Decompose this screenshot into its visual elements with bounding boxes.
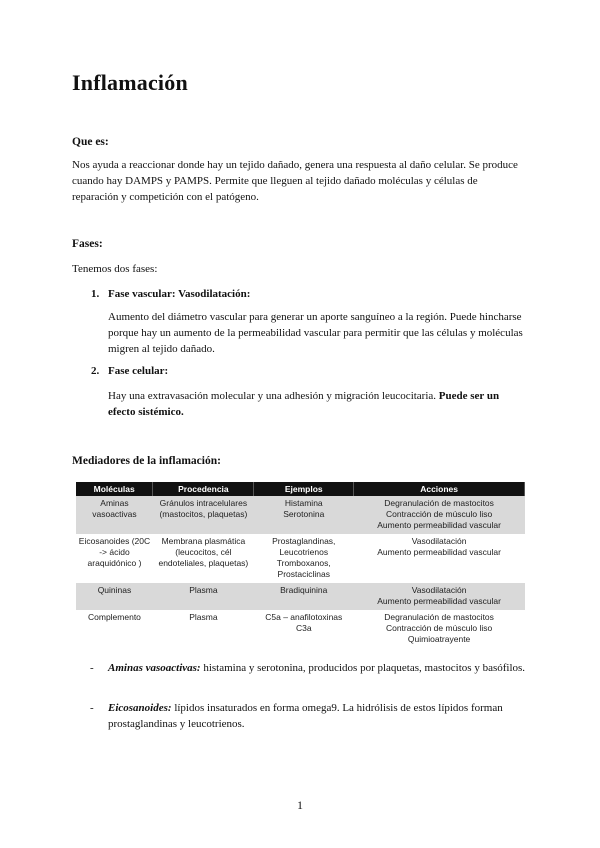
bullet-term: Eicosanoides: — [108, 702, 172, 714]
fase-1-number: 1. — [91, 288, 100, 300]
table-row — [76, 583, 525, 610]
bullet-aminas — [108, 660, 528, 676]
table-row — [76, 534, 525, 583]
table-cell: Vasodilatación Aumento permeabilidad vascular — [354, 534, 525, 583]
table-header-cell: Acciones — [354, 482, 525, 496]
que-es-paragraph: Nos ayuda a reaccionar donde hay un tejido dañado, genera una respuesta al daño celular. Se produce cuando hay DAMPS y PAMPS. Permite que lleguen al tejido dañado moléculas y células de reparación y competición con el patógeno. — [72, 159, 518, 203]
table-header-row — [76, 482, 525, 496]
table-row — [76, 496, 525, 534]
fase-2-title: Fase celular: — [108, 365, 169, 377]
table-cell: Aminas vasoactivas — [76, 496, 153, 534]
fase-2-text-plain: Hay una extravasación molecular y una adhesión y migración leucocitaria. — [108, 390, 439, 402]
mediadores-heading: Mediadores de la inflamación: — [72, 455, 221, 467]
bullet-dash: - — [90, 702, 94, 714]
que-es-heading: Que es: — [72, 136, 109, 148]
table-header-cell: Moléculas — [76, 482, 153, 496]
fase-1-text: Aumento del diámetro vascular para generar un aporte sanguíneo a la región. Puede hincharse porque hay un aumento de la permeabilidad vascular para permitir que las células y moléculas migren al tejido dañado. — [108, 311, 523, 355]
table-header-cell: Procedencia — [153, 482, 254, 496]
fase-2-text — [108, 388, 528, 420]
table-cell: Membrana plasmática (leucocitos, cél endoteliales, plaquetas) — [153, 534, 254, 583]
table-cell: Complemento — [76, 610, 153, 648]
table-cell: C5a – anafilotoxinas C3a — [254, 610, 354, 648]
fases-intro: Tenemos dos fases: — [72, 263, 158, 275]
table-cell: Quininas — [76, 583, 153, 610]
bullet-term: Aminas vasoactivas: — [108, 662, 201, 674]
bullet-text: histamina y serotonina, producidos por plaquetas, mastocitos y basófilos. — [200, 662, 526, 674]
table-cell: Degranulación de mastocitos Contracción de músculo liso Aumento permeabilidad vascular — [354, 496, 525, 534]
table-cell: Eicosanoides (20C -> ácido araquidónico ) — [76, 534, 153, 583]
table-cell: Plasma — [153, 583, 254, 610]
page-title: Inflamación — [72, 70, 188, 95]
fase-1-title: Fase vascular: Vasodilatación: — [108, 288, 251, 300]
table-cell: Histamina Serotonina — [254, 496, 354, 534]
table-cell: Degranulación de mastocitos Contracción de músculo liso Quimioatrayente — [354, 610, 525, 648]
table-header-cell: Ejemplos — [254, 482, 354, 496]
bullet-dash: - — [90, 662, 94, 674]
table-cell: Bradiquinina — [254, 583, 354, 610]
table-cell: Prostaglandinas, Leucotrienos Tromboxanos, Prostaciclinas — [254, 534, 354, 583]
fase-2-number: 2. — [91, 365, 100, 377]
table-cell: Plasma — [153, 610, 254, 648]
mediadores-table — [76, 482, 525, 648]
bullet-text: lípidos insaturados en forma omega9. La hidrólisis de estos lípidos forman prostaglandinas y leucotrienos. — [108, 702, 503, 730]
bullet-eicosanoides — [108, 700, 528, 732]
table-row — [76, 610, 525, 648]
fases-heading: Fases: — [72, 238, 103, 250]
fase-2-text-bold: Puede ser un efecto sistémico. — [108, 390, 500, 418]
table-cell: Vasodilatación Aumento permeabilidad vascular — [354, 583, 525, 610]
page-number: 1 — [297, 798, 303, 812]
table-cell: Gránulos intracelulares (mastocitos, plaquetas) — [153, 496, 254, 534]
